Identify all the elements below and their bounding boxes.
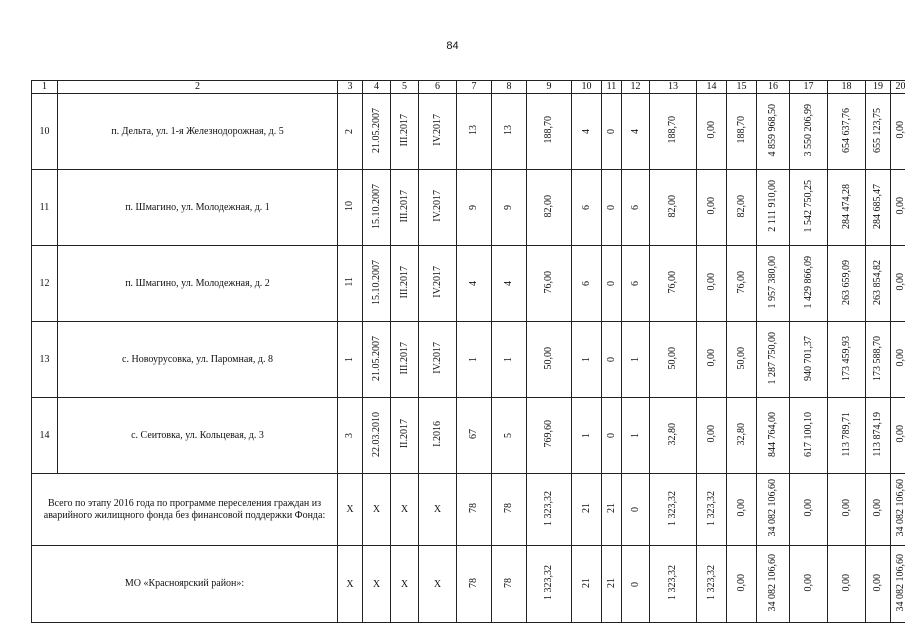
cell-c17: [790, 94, 828, 170]
cell-c16-text: 1 957 380,00: [767, 255, 778, 309]
cell-c15-text: 0,00: [735, 499, 747, 517]
cell-c15: [727, 546, 757, 623]
cell-c8-text: 78: [503, 577, 514, 588]
cell-c18-text: 284 474,28: [840, 183, 852, 229]
cell-c8: [492, 546, 527, 623]
cell-c18-text: 654 637,76: [840, 107, 852, 153]
cell-c19-text: 173 588,70: [872, 335, 883, 381]
row-number: 10: [32, 94, 58, 170]
cell-c4-text: 15.10.2007: [370, 259, 382, 305]
table-row: [32, 246, 905, 322]
cell-c7: [457, 94, 492, 170]
cell-c13: [650, 94, 697, 170]
cell-c16: [757, 398, 790, 474]
cell-c17-text: 0,00: [802, 573, 814, 592]
cell-c18: [828, 322, 866, 398]
address-cell: п. Шмагино, ул. Молодежная, д. 1: [58, 170, 338, 246]
column-header: 20: [891, 81, 905, 94]
cell-c9-text: 188,70: [543, 116, 554, 144]
cell-c11-text: 0: [605, 129, 617, 134]
cell-c8-text: 13: [503, 125, 514, 135]
cell-c8-text: 9: [503, 205, 514, 210]
cell-c3: [338, 246, 363, 322]
cell-c15-text: 82,00: [735, 194, 747, 218]
column-header: 1: [32, 81, 58, 94]
address-cell: с. Сеитовка, ул. Кольцевая, д. 3: [58, 398, 338, 474]
cell-c5: [391, 94, 419, 170]
cell-c7-text: 78: [468, 503, 479, 513]
cell-c12: [622, 170, 650, 246]
cell-c8-text: 78: [503, 503, 514, 513]
cell-c20: [891, 94, 905, 170]
cell-c5-text: III.2017: [398, 341, 410, 375]
cell-c13-text: 1 323,32: [667, 565, 678, 600]
row-number: 14: [32, 398, 58, 474]
cell-c10-text: 4: [580, 129, 592, 134]
cell-c4-text: 15.10.2007: [370, 183, 382, 229]
column-header: 10: [572, 81, 602, 94]
cell-c14-text: 0,00: [705, 197, 717, 215]
cell-c11-text: 0: [605, 205, 617, 210]
cell-c11: [602, 322, 622, 398]
cell-c17-text: 0,00: [802, 499, 814, 517]
cell-c19: [866, 94, 891, 170]
cell-c4: [363, 398, 391, 474]
cell-c9-text: 1 323,32: [543, 490, 554, 526]
cell-c8: [492, 94, 527, 170]
cell-c13: [650, 546, 697, 623]
cell-c14: [697, 246, 727, 322]
cell-c11: [602, 546, 622, 623]
cell-c19: [866, 398, 891, 474]
cell-c20: [891, 398, 905, 474]
cell-c3-text: 3: [344, 433, 355, 438]
cell-c10-text: 21: [580, 577, 592, 588]
cell-c6-text: I.2016: [431, 421, 443, 447]
cell-c3: Х: [338, 546, 363, 623]
cell-c6-text: IV.2017: [431, 190, 443, 222]
cell-c20-text: 0,00: [894, 349, 905, 367]
cell-c18: [828, 170, 866, 246]
cell-c3-text: 10: [344, 201, 355, 211]
cell-c4: [363, 170, 391, 246]
cell-c6: [419, 170, 457, 246]
cell-c18-text: 173 459,93: [840, 335, 852, 381]
cell-c19: [866, 322, 891, 398]
cell-c10: [572, 546, 602, 623]
row-number: 12: [32, 246, 58, 322]
cell-c12-text: 6: [629, 205, 641, 210]
cell-c14-text: 0,00: [705, 425, 717, 443]
cell-c15: [727, 474, 757, 546]
cell-c17-text: 1 429 866,09: [802, 255, 814, 309]
address-cell: п. Шмагино, ул. Молодежная, д. 2: [58, 246, 338, 322]
column-header: 13: [650, 81, 697, 94]
cell-c12-text: 1: [629, 357, 641, 362]
cell-c3: [338, 398, 363, 474]
cell-c13: [650, 170, 697, 246]
column-header: 7: [457, 81, 492, 94]
cell-c14-text: 1 323,32: [705, 490, 717, 526]
cell-c20: [891, 474, 905, 546]
cell-c18: [828, 94, 866, 170]
row-number: 13: [32, 322, 58, 398]
cell-c17-text: 1 542 750,25: [802, 179, 814, 233]
cell-c19: [866, 474, 891, 546]
cell-c14-text: 0,00: [705, 349, 717, 367]
cell-c17: [790, 474, 828, 546]
cell-c14: [697, 546, 727, 623]
cell-c18-text: 0,00: [840, 573, 852, 592]
cell-c18: [828, 474, 866, 546]
cell-c8-text: 1: [503, 357, 514, 362]
cell-c10-text: 21: [580, 503, 592, 513]
cell-c20: [891, 170, 905, 246]
cell-c19: [866, 170, 891, 246]
cell-c7: [457, 546, 492, 623]
cell-c7-text: 4: [468, 281, 479, 286]
cell-c12: [622, 398, 650, 474]
cell-c9: [527, 94, 572, 170]
cell-c5: [391, 398, 419, 474]
column-header: 8: [492, 81, 527, 94]
cell-c16-text: 844 764,00: [767, 411, 778, 457]
cell-c4: [363, 246, 391, 322]
cell-c6-text: IV.2017: [431, 342, 443, 374]
cell-c9: [527, 246, 572, 322]
cell-c7-text: 13: [468, 125, 479, 135]
cell-c18: [828, 398, 866, 474]
cell-c18: [828, 546, 866, 623]
cell-c7: [457, 322, 492, 398]
cell-c8-text: 5: [503, 433, 514, 438]
cell-c11: [602, 246, 622, 322]
cell-c12-text: 1: [629, 433, 641, 438]
cell-c7: [457, 170, 492, 246]
cell-c9-text: 76,00: [543, 270, 554, 294]
column-header: 12: [622, 81, 650, 94]
cell-c20: [891, 546, 905, 623]
cell-c16-text: 34 082 106,60: [767, 479, 778, 537]
cell-c13: [650, 474, 697, 546]
cell-c10-text: 6: [580, 281, 592, 286]
cell-c5: [391, 322, 419, 398]
cell-c10: [572, 246, 602, 322]
cell-c6: Х: [419, 474, 457, 546]
cell-c16: [757, 94, 790, 170]
cell-c18: [828, 246, 866, 322]
cell-c3-text: 1: [344, 357, 355, 362]
cell-c10: [572, 398, 602, 474]
cell-c6: [419, 398, 457, 474]
resettlement-table: [31, 80, 905, 623]
cell-c10: [572, 322, 602, 398]
total-row: [32, 474, 905, 546]
header-row: [32, 81, 905, 94]
cell-c13: [650, 246, 697, 322]
cell-c19-text: 263 854,82: [872, 259, 883, 305]
cell-c15: [727, 94, 757, 170]
cell-c11-text: 21: [605, 577, 617, 588]
cell-c4: Х: [363, 546, 391, 623]
cell-c11: [602, 170, 622, 246]
cell-c4-text: 21.05.2007: [370, 107, 382, 153]
cell-c8: [492, 246, 527, 322]
cell-c12-text: 0: [629, 581, 641, 587]
cell-c19: [866, 246, 891, 322]
column-header: 17: [790, 81, 828, 94]
cell-c9-text: 82,00: [543, 194, 554, 218]
cell-c15-text: 0,00: [735, 573, 747, 592]
column-header: 15: [727, 81, 757, 94]
cell-c13-text: 32,80: [667, 422, 678, 446]
cell-c5: Х: [391, 474, 419, 546]
cell-c5: Х: [391, 546, 419, 623]
cell-c12-text: 6: [629, 281, 641, 286]
cell-c15-text: 188,70: [735, 116, 747, 144]
cell-c16: [757, 546, 790, 623]
cell-c12-text: 4: [629, 129, 641, 134]
cell-c5-text: III.2017: [398, 113, 410, 147]
cell-c8: [492, 474, 527, 546]
page-number: 84: [446, 40, 459, 52]
cell-c10-text: 1: [580, 357, 592, 362]
cell-c16: [757, 474, 790, 546]
cell-c10: [572, 474, 602, 546]
cell-c3: [338, 170, 363, 246]
cell-c6-text: IV.2017: [431, 266, 443, 298]
cell-c9: [527, 170, 572, 246]
cell-c11: [602, 474, 622, 546]
cell-c17-text: 940 701,37: [802, 335, 814, 381]
cell-c20-text: 0,00: [894, 273, 905, 291]
cell-c12: [622, 94, 650, 170]
cell-c16-text: 4 859 968,50: [767, 103, 778, 157]
column-header: 18: [828, 81, 866, 94]
column-header: 14: [697, 81, 727, 94]
cell-c20: [891, 322, 905, 398]
cell-c5-text: III.2017: [398, 265, 410, 299]
cell-c18-text: 113 789,71: [840, 411, 852, 457]
cell-c9-text: 1 323,32: [543, 565, 554, 600]
cell-c5: [391, 170, 419, 246]
cell-c14: [697, 474, 727, 546]
cell-c16: [757, 170, 790, 246]
cell-c15-text: 76,00: [735, 270, 747, 294]
cell-c4: [363, 322, 391, 398]
cell-c12: [622, 474, 650, 546]
cell-c3-text: 11: [344, 277, 355, 287]
column-header: 5: [391, 81, 419, 94]
cell-c8: [492, 398, 527, 474]
cell-c19-text: 655 123,75: [872, 107, 883, 153]
cell-c3: Х: [338, 474, 363, 546]
cell-c8: [492, 170, 527, 246]
cell-c13-text: 1 323,32: [667, 490, 678, 526]
cell-c15: [727, 170, 757, 246]
cell-c10: [572, 94, 602, 170]
cell-c15-text: 32,80: [735, 422, 747, 446]
cell-c15: [727, 398, 757, 474]
cell-c17: [790, 398, 828, 474]
cell-c4-text: 22.03.2010: [370, 411, 382, 457]
cell-c11: [602, 94, 622, 170]
cell-c11-text: 0: [605, 433, 617, 438]
cell-c12: [622, 246, 650, 322]
cell-c16: [757, 322, 790, 398]
cell-c13: [650, 322, 697, 398]
cell-c14-text: 1 323,32: [705, 565, 717, 600]
row-number: 11: [32, 170, 58, 246]
cell-c11-text: 21: [605, 503, 617, 513]
cell-c5-text: III.2017: [398, 189, 410, 223]
cell-c8: [492, 322, 527, 398]
cell-c6: [419, 246, 457, 322]
cell-c20-text: 0,00: [894, 197, 905, 215]
cell-c12: [622, 546, 650, 623]
cell-c17-text: 617 100,10: [802, 411, 814, 457]
cell-c4: [363, 94, 391, 170]
column-header: 4: [363, 81, 391, 94]
cell-c7: [457, 246, 492, 322]
cell-c3: [338, 94, 363, 170]
mo-label: МО «Красноярский район»:: [32, 546, 338, 623]
column-header: 16: [757, 81, 790, 94]
cell-c14-text: 0,00: [705, 121, 717, 139]
cell-c16: [757, 246, 790, 322]
cell-c14: [697, 94, 727, 170]
cell-c19-text: 0,00: [872, 573, 883, 592]
cell-c15: [727, 246, 757, 322]
column-header: 11: [602, 81, 622, 94]
cell-c10-text: 1: [580, 433, 592, 438]
cell-c17: [790, 546, 828, 623]
cell-c6: [419, 322, 457, 398]
table-row: [32, 398, 905, 474]
table-row: [32, 322, 905, 398]
cell-c6-text: IV.2017: [431, 114, 443, 146]
cell-c17: [790, 246, 828, 322]
cell-c11-text: 0: [605, 357, 617, 362]
table-row: [32, 94, 905, 170]
address-cell: с. Новоурусовка, ул. Паромная, д. 8: [58, 322, 338, 398]
cell-c13-text: 188,70: [667, 116, 678, 144]
cell-c9-text: 769,60: [543, 420, 554, 448]
table-row: [32, 170, 905, 246]
cell-c5: [391, 246, 419, 322]
cell-c15-text: 50,00: [735, 346, 747, 370]
cell-c18-text: 0,00: [840, 499, 852, 517]
cell-c7: [457, 474, 492, 546]
cell-c3-text: 2: [344, 129, 355, 134]
column-header: 3: [338, 81, 363, 94]
column-header: 2: [58, 81, 338, 94]
cell-c16-text: 1 287 750,00: [767, 331, 778, 385]
cell-c5-text: II.2017: [398, 419, 410, 449]
cell-c9: [527, 474, 572, 546]
cell-c17: [790, 322, 828, 398]
address-cell: п. Дельта, ул. 1-я Железнодорожная, д. 5: [58, 94, 338, 170]
cell-c19-text: 113 874,19: [872, 411, 883, 457]
cell-c12-text: 0: [629, 507, 641, 512]
cell-c9: [527, 322, 572, 398]
cell-c13-text: 82,00: [667, 194, 678, 218]
cell-c14: [697, 322, 727, 398]
cell-c19-text: 0,00: [872, 499, 883, 517]
cell-c19: [866, 546, 891, 623]
cell-c17: [790, 170, 828, 246]
cell-c4: Х: [363, 474, 391, 546]
cell-c20: [891, 246, 905, 322]
cell-c6: [419, 94, 457, 170]
cell-c15: [727, 322, 757, 398]
cell-c6: Х: [419, 546, 457, 623]
column-header: 9: [527, 81, 572, 94]
cell-c3: [338, 322, 363, 398]
cell-c4-text: 21.05.2007: [370, 335, 382, 381]
cell-c20-text: 34 082 106,60: [894, 479, 905, 537]
cell-c7-text: 78: [468, 577, 479, 588]
cell-c11: [602, 398, 622, 474]
cell-c10-text: 6: [580, 205, 592, 210]
cell-c11-text: 0: [605, 281, 617, 286]
cell-c14: [697, 398, 727, 474]
cell-c7: [457, 398, 492, 474]
cell-c9: [527, 398, 572, 474]
cell-c10: [572, 170, 602, 246]
cell-c13: [650, 398, 697, 474]
cell-c16-text: 34 082 106,60: [767, 553, 778, 612]
cell-c20-text: 0,00: [894, 121, 905, 139]
cell-c7-text: 67: [468, 429, 479, 439]
cell-c13-text: 76,00: [667, 270, 678, 294]
column-header: 6: [419, 81, 457, 94]
cell-c20-text: 34 082 106,60: [894, 553, 905, 612]
cell-c18-text: 263 659,09: [840, 259, 852, 305]
cell-c16-text: 2 111 910,00: [767, 180, 778, 232]
cell-c8-text: 4: [503, 281, 514, 286]
cell-c13-text: 50,00: [667, 346, 678, 370]
cell-c7-text: 9: [468, 205, 479, 210]
cell-c17-text: 3 550 206,99: [802, 103, 814, 157]
cell-c9: [527, 546, 572, 623]
cell-c19-text: 284 685,47: [872, 183, 883, 229]
cell-c12: [622, 322, 650, 398]
cell-c7-text: 1: [468, 357, 479, 362]
cell-c9-text: 50,00: [543, 346, 554, 370]
column-header: 19: [866, 81, 891, 94]
mo-row: [32, 546, 905, 623]
cell-c14: [697, 170, 727, 246]
cell-c14-text: 0,00: [705, 273, 717, 291]
total-label: Всего по этапу 2016 года по программе переселения граждан из аварийного жилищного фонда без финансовой поддержки Фонда:: [32, 474, 338, 546]
cell-c20-text: 0,00: [894, 425, 905, 443]
